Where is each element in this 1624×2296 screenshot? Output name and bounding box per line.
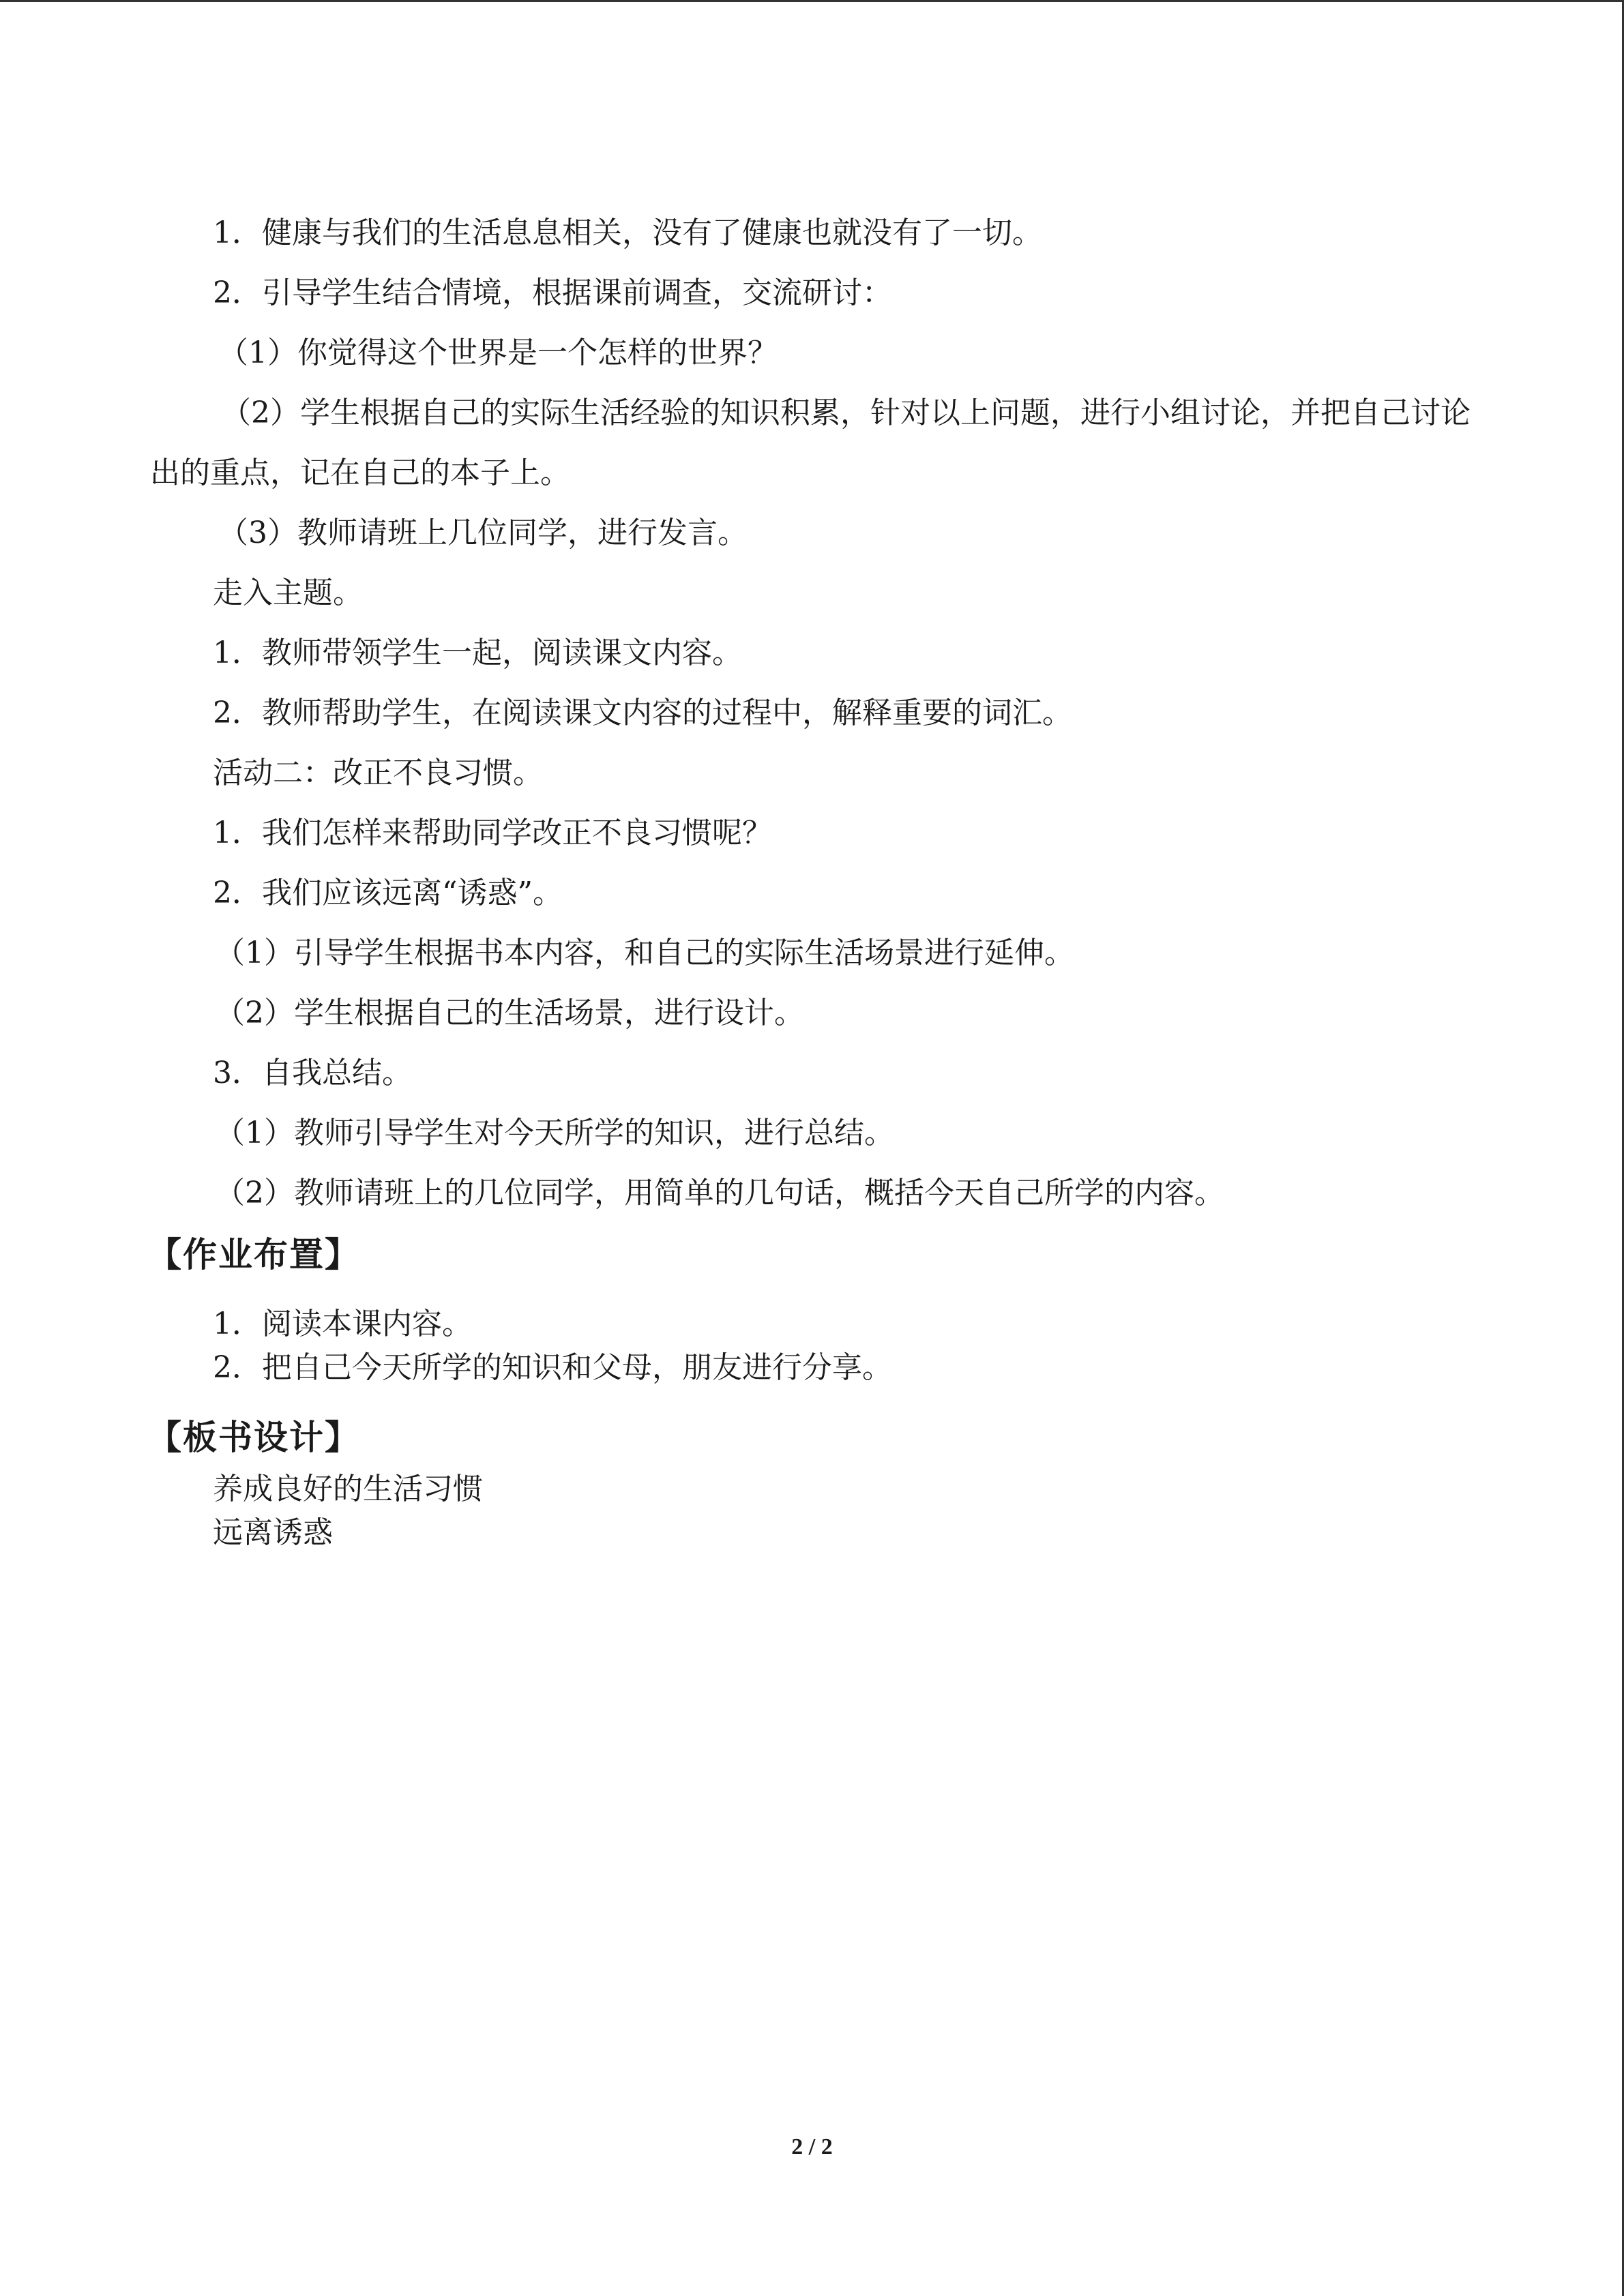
body-line-14: 3．自我总结。 (213, 1056, 412, 1090)
body-paragraph-4: （2）学生根据自己的实际生活经验的知识积累，针对以上问题，进行小组讨论，并把自己讨论出的重点，记在自己的本子上。 (150, 396, 1471, 490)
body-line-10: 1．我们怎样来帮助同学改正不良习惯呢？ (213, 816, 772, 850)
board-item-2: 远离诱惑 (213, 1515, 333, 1550)
document-content (147, 213, 1487, 1556)
body-line-16: （2）教师请班上的几位同学，用简单的几句话，概括今天自己所学的内容。 (215, 1176, 1224, 1210)
homework-heading: 【作业布置】 (147, 1235, 360, 1274)
body-line-1: 1．健康与我们的生活息息相关，没有了健康也就没有了一切。 (213, 215, 1042, 250)
body-line-13: （2）学生根据自己的生活场景，进行设计。 (215, 996, 804, 1030)
board-heading: 【板书设计】 (147, 1418, 360, 1457)
homework-item-1: 1．阅读本课内容。 (213, 1307, 472, 1341)
body-line-5: （3）教师请班上几位同学，进行发言。 (218, 516, 748, 550)
board-list (150, 1469, 1487, 1553)
body-line-11: 2．我们应该远离“诱惑”。 (213, 876, 563, 910)
body-line-9: 活动二：改正不良习惯。 (213, 756, 543, 790)
body-line-8: 2．教师帮助学生，在阅读课文内容的过程中，解释重要的词汇。 (213, 696, 1072, 730)
body-line-12: （1）引导学生根据书本内容，和自己的实际生活场景进行延伸。 (215, 936, 1074, 970)
body-line-6: 走入主题。 (213, 576, 363, 610)
homework-item-2: 2．把自己今天所学的知识和父母，朋友进行分享。 (213, 1350, 892, 1385)
body-line-2: 2．引导学生结合情境，根据课前调查，交流研讨： (213, 275, 892, 310)
page-number: 2 / 2 (791, 2134, 833, 2160)
body-line-15: （1）教师引导学生对今天所学的知识，进行总结。 (215, 1116, 894, 1150)
board-item-1: 养成良好的生活习惯 (213, 1472, 483, 1506)
body-line-3: （1）你觉得这个世界是一个怎样的世界？ (218, 336, 778, 370)
homework-list (150, 1304, 1487, 1388)
body-line-7: 1．教师带领学生一起，阅读课文内容。 (213, 636, 742, 670)
